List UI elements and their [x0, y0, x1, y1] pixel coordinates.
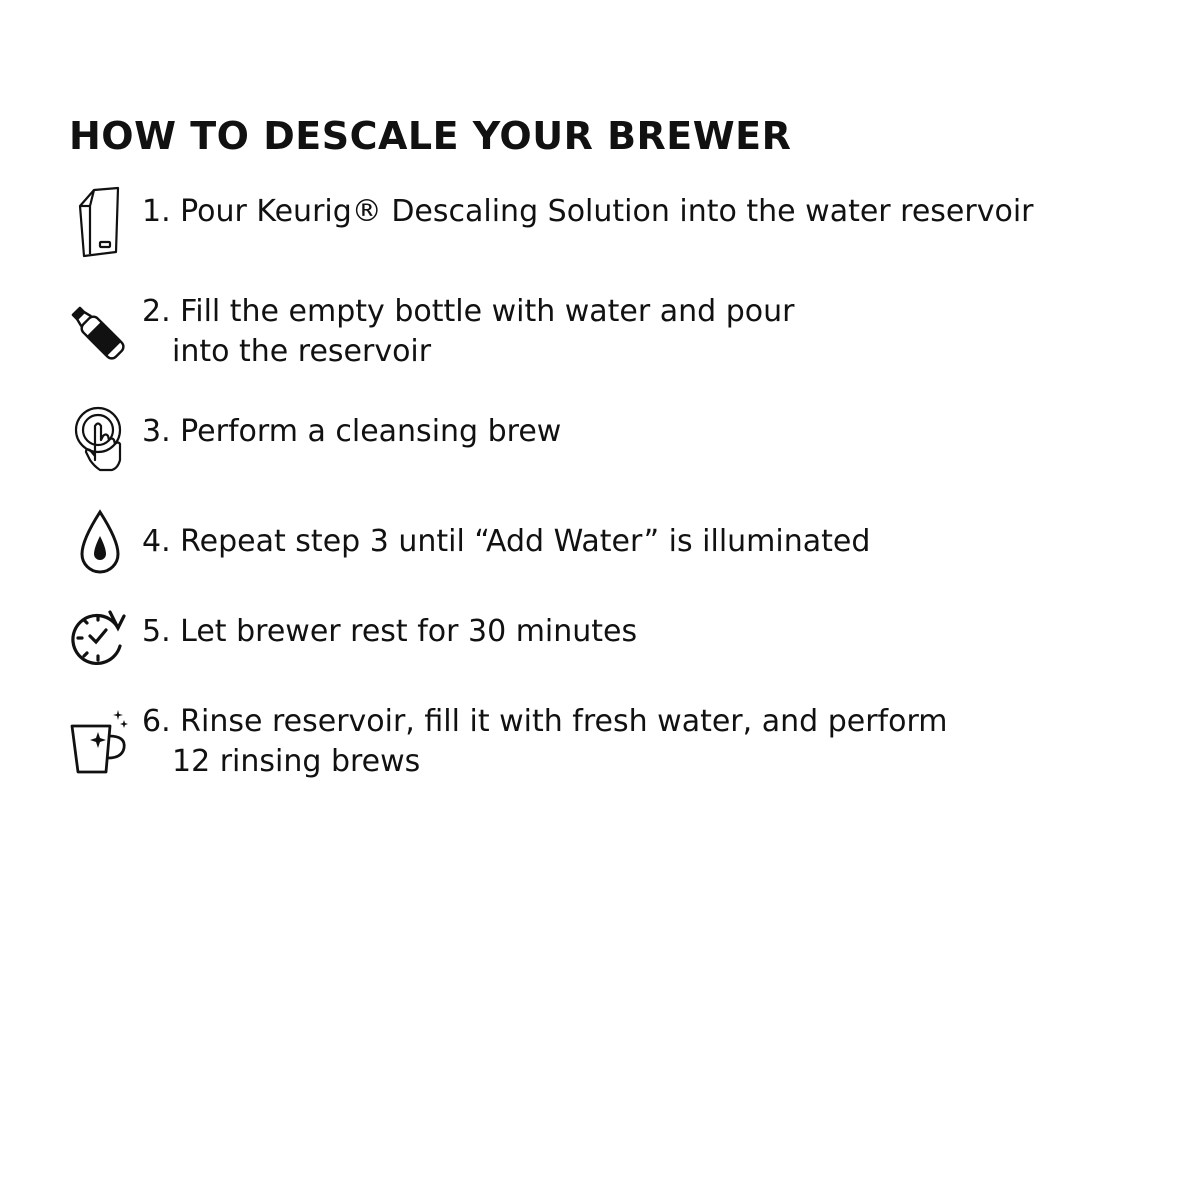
step-3-text [142, 412, 561, 452]
step-6-line-1: 6. Rinse reservoir, fill it with fresh water, and perform [142, 704, 948, 739]
step-4-line: 4. Repeat step 3 until “Add Water” is illuminated [142, 524, 871, 559]
reservoir-icon [68, 186, 130, 258]
water-drop-icon [68, 508, 130, 580]
step-2-line-2: into the reservoir [172, 334, 432, 369]
step-1-text [142, 192, 1034, 232]
step-6-line-2: 12 rinsing brews [172, 744, 421, 779]
touch-button-icon [68, 404, 130, 476]
step-1-line: 1. Pour Keurig® Descaling Solution into the water reservoir [142, 194, 1034, 229]
step-2-line-1: 2. Fill the empty bottle with water and pour [142, 294, 795, 329]
step-4-text [142, 522, 870, 562]
timer-icon [68, 600, 130, 672]
clean-mug-icon [68, 708, 130, 780]
step-5-text [142, 612, 637, 652]
bottle-icon [68, 298, 130, 370]
step-3-line: 3. Perform a cleansing brew [142, 414, 562, 449]
step-6-text [142, 702, 947, 782]
step-5-line: 5. Let brewer rest for 30 minutes [142, 614, 638, 649]
step-2-text [142, 292, 795, 372]
page-title: HOW TO DESCALE YOUR BREWER [69, 114, 792, 158]
